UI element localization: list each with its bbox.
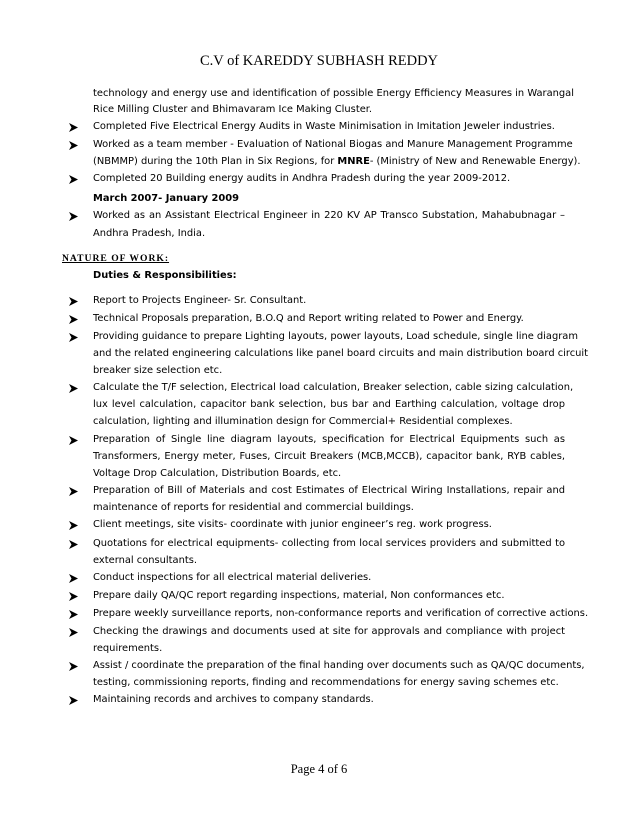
arrow-bullet-icon (69, 487, 78, 496)
duty-item-line: external consultants. (93, 555, 197, 566)
duty-item-line: Calculate the T/F selection, Electrical load calculation, Breaker selection, cable sizing calculation, (93, 382, 574, 393)
arrow-bullet-icon (69, 574, 78, 583)
duty-item: Technical Proposals preparation, B.O.Q and Report writing related to Power and Energy. (93, 313, 524, 324)
arrow-bullet-icon (69, 436, 78, 445)
section-heading-nature-of-work: NATURE OF WORK: (62, 253, 170, 264)
duty-item-line: Assist / coordinate the preparation of the final handing over documents such as QA/QC documents, (93, 660, 585, 671)
job-description-line-2: Andhra Pradesh, India. (93, 228, 206, 239)
duty-item-line: Checking the drawings and documents used at site for approvals and compliance with project (93, 626, 565, 637)
arrow-bullet-icon (69, 521, 78, 530)
arrow-bullet-icon (69, 297, 78, 306)
bullet-building-audits: Completed 20 Building energy audits in Andhra Pradesh during the year 2009-2012. (93, 173, 511, 184)
bullet-energy-audits-jeweler: Completed Five Electrical Energy Audits in Waste Minimisation in Imitation Jeweler industries. (93, 121, 555, 132)
duty-item-line: Transformers, Energy meter, Fuses, Circuit Breakers (MCB,MCCB), capacitor bank, RYB cables, (93, 451, 565, 462)
duty-item-line: testing, commissioning reports, finding and recommendations for energy saving schemes etc. (93, 677, 559, 688)
arrow-bullet-icon (69, 315, 78, 324)
job-description-line-1: Worked as an Assistant Electrical Engineer in 220 KV AP Transco Substation, Mahabubnagar – (93, 210, 565, 221)
arrow-bullet-icon (69, 628, 78, 637)
job-dates: March 2007- January 2009 (93, 193, 239, 204)
mnre-bold-text: MNRE (337, 156, 370, 167)
page-number-footer: Page 4 of 6 (290, 762, 348, 776)
duty-item: Maintaining records and archives to company standards. (93, 694, 374, 705)
arrow-bullet-icon (69, 175, 78, 184)
duty-item-line: breaker size selection etc. (93, 365, 223, 376)
arrow-bullet-icon (69, 696, 78, 705)
arrow-bullet-icon (69, 662, 78, 671)
duty-item-line: maintenance of reports for residential and commercial buildings. (93, 502, 414, 513)
duty-item: Report to Projects Engineer- Sr. Consultant. (93, 295, 307, 306)
intro-continuation-line-1: technology and energy use and identification of possible Energy Efficiency Measures in Warangal (93, 88, 574, 99)
duty-item: Prepare weekly surveillance reports, non-conformance reports and verification of corrective actions. (93, 608, 589, 619)
duties-subheading: Duties & Responsibilities: (93, 270, 237, 281)
arrow-bullet-icon (69, 212, 78, 221)
bullet-nbmmp-line-2 (93, 156, 581, 167)
intro-continuation-line-2: Rice Milling Cluster and Bhimavaram Ice Making Cluster. (93, 104, 373, 115)
duty-item-line: Preparation of Single line diagram layouts, specification for Electrical Equipments such as (93, 434, 565, 445)
duty-item: Conduct inspections for all electrical material deliveries. (93, 572, 372, 583)
bullet-nbmmp-line-1: Worked as a team member - Evaluation of National Biogas and Manure Management Programme (93, 139, 573, 150)
nbmmp-text-post: - (Ministry of New and Renewable Energy). (369, 156, 581, 167)
duty-item-line: Providing guidance to prepare Lighting layouts, power layouts, Load schedule, single line diagram (93, 331, 578, 342)
arrow-bullet-icon (69, 592, 78, 601)
duty-item-line: Voltage Drop Calculation, Distribution Boards, etc. (93, 468, 342, 479)
arrow-bullet-icon (69, 610, 78, 619)
duty-item-line: calculation, lighting and illumination design for Commercial+ Residential complexes. (93, 416, 513, 427)
duty-item-line: lux level calculation, capacitor bank selection, bus bar and Earthing calculation, voltage drop (93, 399, 565, 410)
duty-item-line: requirements. (93, 643, 163, 654)
nbmmp-text-pre: (NBMMP) during the 10th Plan in Six Regions, for (93, 156, 338, 167)
arrow-bullet-icon (69, 540, 78, 549)
duty-item-line: and the related engineering calculations like panel board circuits and main distribution board circuit (93, 348, 589, 359)
arrow-bullet-icon (69, 141, 78, 150)
page-header-title: C.V of KAREDDY SUBHASH REDDY (199, 53, 439, 69)
arrow-bullet-icon (69, 384, 78, 393)
duty-item: Prepare daily QA/QC report regarding inspections, material, Non conformances etc. (93, 590, 505, 601)
arrow-bullet-icon (69, 333, 78, 342)
duty-item-line: Preparation of Bill of Materials and cost Estimates of Electrical Wiring Installations, repair and (93, 485, 565, 496)
duty-item-line: Quotations for electrical equipments- collecting from local services providers and submitted to (93, 538, 565, 549)
arrow-bullet-icon (69, 123, 78, 132)
duty-item: Client meetings, site visits- coordinate with junior engineer’s reg. work progress. (93, 519, 492, 530)
